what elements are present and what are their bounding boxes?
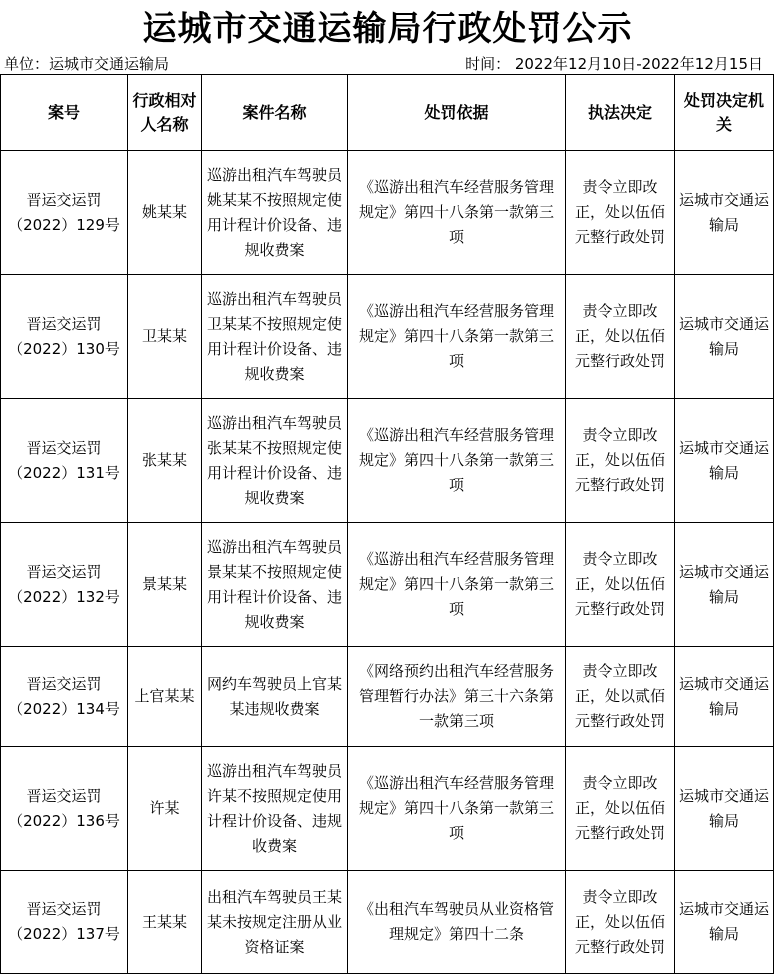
cell-case-no: 晋运交运罚（2022）129号 xyxy=(1,151,128,275)
table-row xyxy=(1,275,774,399)
cell-case-no: 晋运交运罚（2022）132号 xyxy=(1,523,128,647)
cell-basis: 《网络预约出租汽车经营服务管理暂行办法》第三十六条第一款第三项 xyxy=(348,647,566,747)
cell-case-name: 巡游出租汽车驾驶员景某某不按照规定使用计程计价设备、违规收费案 xyxy=(202,523,348,647)
table-row xyxy=(1,399,774,523)
cell-case-no: 晋运交运罚（2022）137号 xyxy=(1,871,128,974)
cell-party: 上官某某 xyxy=(128,647,202,747)
cell-decision: 责令立即改正，处以贰佰元整行政处罚 xyxy=(566,647,675,747)
header-authority: 处罚决定机关 xyxy=(675,75,774,151)
cell-basis: 《巡游出租汽车经营服务管理规定》第四十八条第一款第三项 xyxy=(348,747,566,871)
cell-authority: 运城市交通运输局 xyxy=(675,151,774,275)
penalty-table xyxy=(0,74,774,974)
cell-decision: 责令立即改正，处以伍佰元整行政处罚 xyxy=(566,151,675,275)
cell-decision: 责令立即改正，处以伍佰元整行政处罚 xyxy=(566,523,675,647)
cell-decision: 责令立即改正，处以伍佰元整行政处罚 xyxy=(566,871,675,974)
table-row xyxy=(1,871,774,974)
header-case-no: 案号 xyxy=(1,75,128,151)
cell-basis: 《巡游出租汽车经营服务管理规定》第四十八条第一款第三项 xyxy=(348,523,566,647)
cell-case-no: 晋运交运罚（2022）136号 xyxy=(1,747,128,871)
cell-party: 卫某某 xyxy=(128,275,202,399)
cell-authority: 运城市交通运输局 xyxy=(675,871,774,974)
cell-authority: 运城市交通运输局 xyxy=(675,399,774,523)
cell-case-name: 巡游出租汽车驾驶员卫某某不按照规定使用计程计价设备、违规收费案 xyxy=(202,275,348,399)
cell-party: 张某某 xyxy=(128,399,202,523)
cell-decision: 责令立即改正，处以伍佰元整行政处罚 xyxy=(566,399,675,523)
cell-case-name: 网约车驾驶员上官某某违规收费案 xyxy=(202,647,348,747)
document-meta xyxy=(0,50,775,74)
table-row xyxy=(1,523,774,647)
cell-decision: 责令立即改正，处以伍佰元整行政处罚 xyxy=(566,275,675,399)
cell-case-name: 巡游出租汽车驾驶员张某某不按照规定使用计程计价设备、违规收费案 xyxy=(202,399,348,523)
header-basis: 处罚依据 xyxy=(348,75,566,151)
cell-basis: 《巡游出租汽车经营服务管理规定》第四十八条第一款第三项 xyxy=(348,151,566,275)
cell-basis: 《巡游出租汽车经营服务管理规定》第四十八条第一款第三项 xyxy=(348,275,566,399)
table-row xyxy=(1,747,774,871)
cell-party: 许某 xyxy=(128,747,202,871)
cell-decision: 责令立即改正，处以伍佰元整行政处罚 xyxy=(566,747,675,871)
cell-party: 王某某 xyxy=(128,871,202,974)
cell-case-name: 巡游出租汽车驾驶员许某不按照规定使用计程计价设备、违规收费案 xyxy=(202,747,348,871)
table-row xyxy=(1,647,774,747)
table-header-row xyxy=(1,75,774,151)
cell-case-name: 出租汽车驾驶员王某某未按规定注册从业资格证案 xyxy=(202,871,348,974)
time-period: 时间： 2022年12月10日-2022年12月15日 xyxy=(465,55,763,73)
table-row xyxy=(1,151,774,275)
issuing-unit: 单位：运城市交通运输局 xyxy=(4,55,170,73)
cell-case-no: 晋运交运罚（2022）134号 xyxy=(1,647,128,747)
page-title: 运城市交通运输局行政处罚公示 xyxy=(142,8,633,49)
cell-party: 景某某 xyxy=(128,523,202,647)
cell-authority: 运城市交通运输局 xyxy=(675,747,774,871)
cell-authority: 运城市交通运输局 xyxy=(675,523,774,647)
header-party: 行政相对人名称 xyxy=(128,75,202,151)
header-case-name: 案件名称 xyxy=(202,75,348,151)
cell-basis: 《巡游出租汽车经营服务管理规定》第四十八条第一款第三项 xyxy=(348,399,566,523)
cell-basis: 《出租汽车驾驶员从业资格管理规定》第四十二条 xyxy=(348,871,566,974)
cell-party: 姚某某 xyxy=(128,151,202,275)
cell-case-name: 巡游出租汽车驾驶员姚某某不按照规定使用计程计价设备、违规收费案 xyxy=(202,151,348,275)
cell-authority: 运城市交通运输局 xyxy=(675,275,774,399)
cell-authority: 运城市交通运输局 xyxy=(675,647,774,747)
cell-case-no: 晋运交运罚（2022）131号 xyxy=(1,399,128,523)
header-decision: 执法决定 xyxy=(566,75,675,151)
cell-case-no: 晋运交运罚（2022）130号 xyxy=(1,275,128,399)
